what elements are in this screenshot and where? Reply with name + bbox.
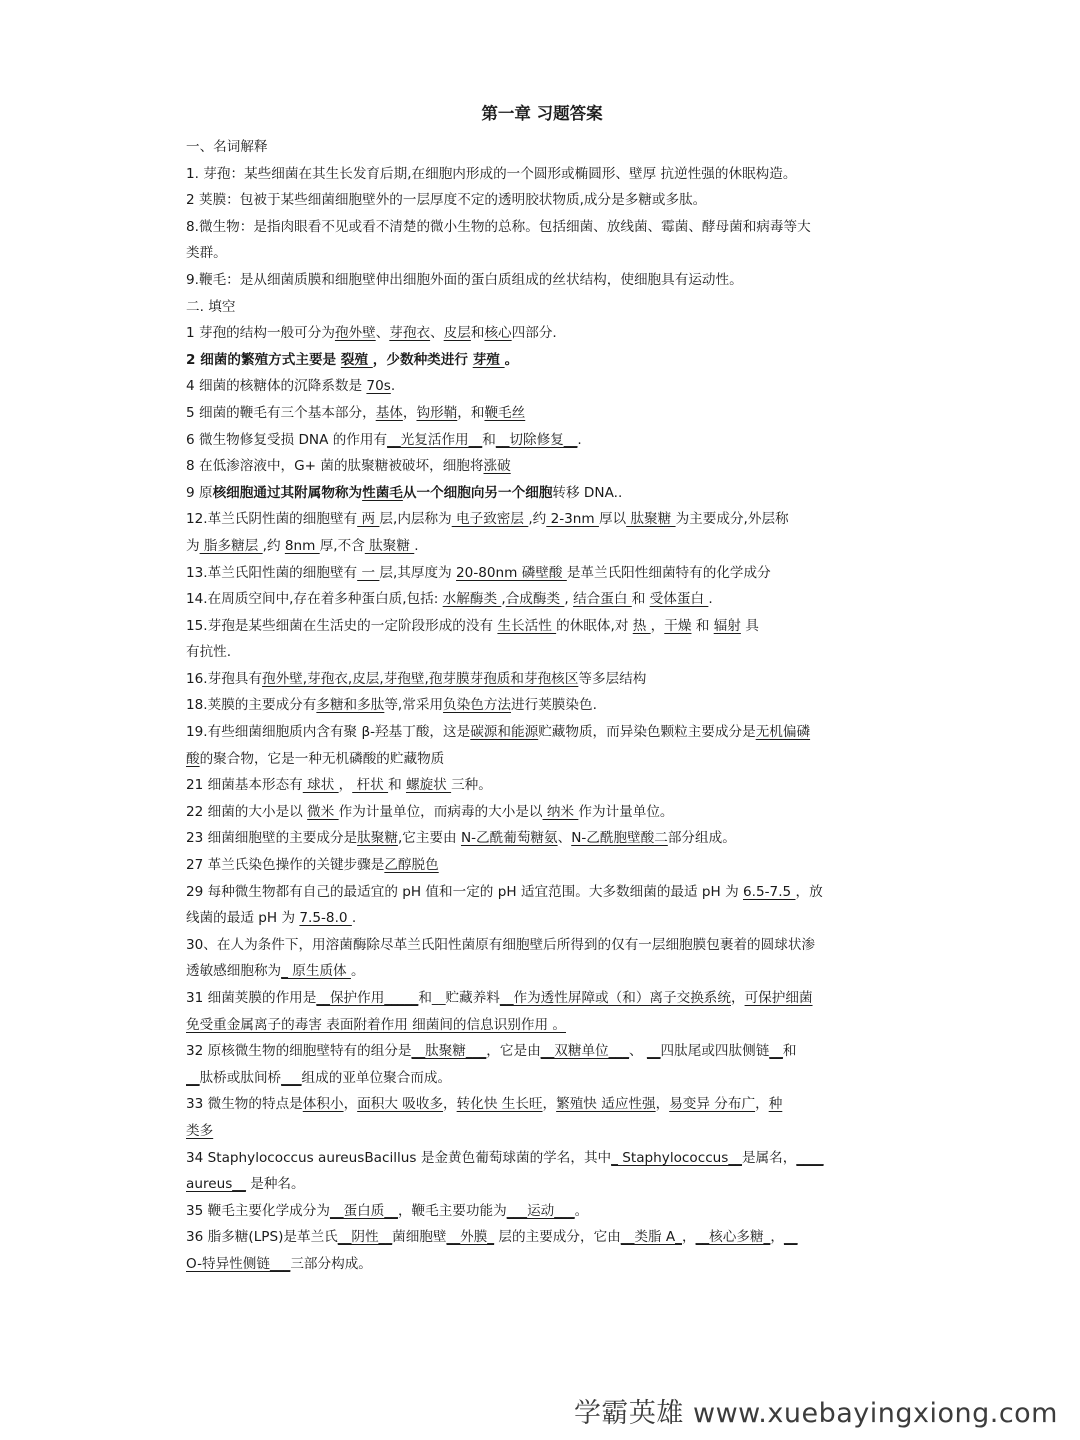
answer-text: 电子致密层 [451, 511, 529, 528]
text-segment: 层,其厚度为 [379, 564, 457, 581]
text-line [186, 852, 898, 879]
answer-text: 性菌毛 [362, 484, 403, 501]
answer-text: N-乙酰胞壁酸二 [571, 830, 668, 847]
text-segment: 线菌的最适 pH 为 [186, 910, 300, 927]
text-segment: , [564, 591, 574, 608]
text-segment: 三部分构成。 [290, 1255, 372, 1272]
answer-text: __切除修复__ [495, 431, 578, 448]
answer-text: 干燥 [664, 617, 692, 634]
text-segment: 8.微生物：是指肉眼看不见或看不清楚的微小生物的总称。包括细菌、放线菌、霉菌、酵母菌和病毒等大 [186, 218, 811, 235]
text-segment: 为 [186, 537, 200, 554]
text-segment: 31 细菌荚膜的作用是 [186, 990, 317, 1006]
answer-text: 裂殖 [340, 351, 373, 368]
text-segment: , [501, 591, 506, 608]
text-segment: 四肽尾或四肽侧链 [660, 1043, 770, 1060]
text-segment: 16.芽孢具有 [186, 670, 262, 687]
text-segment: 菌细胞壁 [392, 1229, 447, 1246]
text-line [186, 320, 898, 347]
text-line [186, 134, 898, 161]
answer-text: __ [186, 1069, 200, 1086]
answer-text: 微米 [307, 803, 339, 820]
text-segment: 12.革兰氏阴性菌的细胞壁有 [186, 511, 358, 528]
text-segment: 厚以 [598, 511, 627, 528]
answer-text: __蛋白质__ [329, 1202, 398, 1219]
answer-text: 钩形鞘 [416, 404, 458, 421]
text-line [186, 294, 898, 321]
answer-text: 受体蛋白 [649, 591, 709, 608]
text-segment: 22 细菌的大小是以 [186, 803, 308, 820]
text-segment: 21 细菌基本形态有 [186, 777, 303, 794]
text-line [186, 1065, 898, 1092]
answer-text: 碳源和能源 [470, 724, 539, 741]
answer-text: 免受重金属离子的毒害 表面附着作用 细菌间的信息识别作用 。 [186, 1016, 566, 1033]
text-segment: 18.荚膜的主要成分有 [186, 697, 317, 714]
answer-text: 20-80nm 磷壁酸 [456, 564, 567, 581]
text-segment: 的休眠体,对 [556, 617, 633, 634]
answer-text: 种 [768, 1096, 783, 1113]
text-segment: . [708, 591, 713, 608]
text-segment: 三种。 [451, 777, 492, 794]
answer-text: ___运动___ [506, 1202, 575, 1219]
text-segment: 29 每种微生物都有自己的最适宜的 pH 值和一定的 pH 适宜范围。大多数细菌的最适 pH 为 [186, 883, 744, 900]
answer-text: 孢外壁 [334, 325, 376, 342]
answer-text: 6.5-7.5 [743, 883, 796, 900]
text-line [186, 639, 898, 666]
text-segment: ，放 [795, 883, 823, 900]
text-segment: 有抗性. [186, 644, 232, 661]
answer-text: 肽聚糖 [626, 511, 676, 528]
answer-text: 生长活性 [497, 617, 557, 634]
text-segment: . [577, 431, 582, 448]
answer-text: aureus__ [186, 1176, 246, 1193]
text-segment: 等多层结构 [578, 670, 647, 687]
text-segment: 进行荚膜染色. [511, 697, 597, 714]
text-segment: 27 革兰氏染色操作的关键步骤是 [186, 857, 385, 874]
answer-text: 辐射 [713, 617, 741, 634]
text-line [186, 453, 898, 480]
text-segment: . [351, 910, 357, 927]
text-segment: 2 荚膜：包被于某些细菌细胞壁外的一层厚度不定的透明胶状物质,成分是多糖或多肽。 [186, 192, 707, 209]
text-segment: ,它主要由 [397, 830, 461, 847]
text-segment: 肽桥或肽间桥 [199, 1069, 282, 1086]
text-segment: 核细胞通过其附属物称为 [212, 484, 363, 501]
text-segment: 。 [574, 1202, 589, 1219]
answer-text: 脂多糖层 [199, 537, 263, 554]
text-line [186, 613, 898, 640]
answer-text: 两 [357, 511, 380, 528]
text-segment: 33 微生物的特点是 [186, 1096, 303, 1113]
text-segment: 层,内层称为 [379, 511, 452, 528]
answer-text: 球状 [302, 777, 339, 794]
text-segment: 四部分. [511, 325, 557, 342]
text-segment: 部分组成。 [667, 830, 736, 847]
text-line [186, 267, 898, 294]
answer-text: _ 原生质体 [281, 963, 351, 980]
text-segment: 8 在低渗溶液中，G+ 菌的肽聚糖被破坏，细胞将 [186, 458, 484, 475]
text-line [186, 1198, 898, 1225]
text-line [186, 932, 898, 959]
text-segment: ， [681, 1229, 696, 1246]
text-segment: ， [655, 1096, 670, 1113]
answer-text: __肽聚糖___ [411, 1043, 487, 1060]
text-line [186, 905, 898, 932]
text-segment: 32 原核微生物的细胞壁特有的组分是 [186, 1043, 412, 1060]
text-segment: 作为计量单位，而病毒的大小是以 [338, 803, 543, 820]
text-segment: 二. 填空 [186, 298, 236, 315]
text-segment: 的聚合物，它是一种无机磷酸的贮藏物质 [199, 750, 445, 767]
answer-text: ___ [281, 1069, 302, 1086]
text-segment: 和 [691, 617, 714, 634]
answer-text: __保护作用_____ [316, 990, 419, 1006]
text-segment: 23 细菌细胞壁的主要成分是 [186, 830, 358, 847]
text-line [186, 825, 898, 852]
text-segment: 和 [482, 431, 496, 448]
text-segment: 和 [470, 325, 485, 342]
text-line [186, 1224, 898, 1251]
text-line [186, 214, 898, 241]
answer-text: _ Staphylococcus__ [611, 1149, 742, 1166]
text-segment: 、 [629, 1043, 647, 1060]
text-line [186, 427, 898, 454]
text-segment: ， [443, 1096, 457, 1113]
text-segment: ， [770, 1229, 784, 1246]
text-segment: 具 [740, 617, 759, 634]
text-line [186, 958, 898, 985]
answer-text: 8nm [284, 537, 320, 554]
text-segment: 5 细菌的鞭毛有三个基本部分， [186, 404, 376, 421]
text-segment: 14.在周质空间中,存在着多种蛋白质,包括: [186, 591, 443, 608]
text-segment: 30、在人为条件下，用溶菌酶除尽革兰氏阳性菌原有细胞壁后所得到的仅有一层细胞膜包裹着的圆球状渗 [186, 936, 816, 953]
site-watermark: 学霸英雄 www.xuebayingxiong.com [573, 1398, 1058, 1429]
text-line [186, 586, 898, 613]
text-segment: ，鞭毛主要功能为 [397, 1202, 507, 1219]
text-line [186, 480, 898, 507]
answer-text: __ [646, 1043, 661, 1060]
text-line [186, 666, 898, 693]
text-line [186, 746, 898, 773]
text-segment: 34 Staphylococcus aureusBacillus 是金黄色葡萄球菌的学名，其中 [186, 1149, 612, 1166]
answer-text: 繁殖快 适应性强 [556, 1096, 656, 1113]
text-segment: ,约 [262, 537, 285, 554]
text-segment: ，它是由 [486, 1043, 541, 1060]
answer-text: 芽孢衣 [389, 325, 431, 342]
answer-text: __核心多糖_ [695, 1229, 771, 1246]
text-line [186, 533, 898, 560]
answer-text: N-乙酰葡萄糖氨 [460, 830, 558, 847]
text-line [186, 560, 898, 587]
text-segment: 贮藏物质，而异染色颗粒主要成分是 [538, 724, 756, 741]
text-segment: 类群。 [186, 245, 227, 262]
answer-text: O-特异性侧链___ [186, 1255, 291, 1272]
answer-text: __ [783, 1229, 798, 1246]
text-line [186, 1251, 898, 1278]
answer-text: 肽聚糖 [357, 830, 398, 847]
answer-text: 类多 [186, 1122, 214, 1139]
text-segment: 厚,不含 [319, 537, 365, 554]
answer-text: __外膜_ [446, 1229, 495, 1246]
answer-text: 转化快 生长旺 [456, 1096, 543, 1113]
text-segment: ， [730, 990, 745, 1006]
text-segment: 和 [631, 591, 650, 608]
text-segment: 、 [375, 325, 390, 342]
answer-text: ____ [796, 1149, 824, 1166]
text-segment: ， [650, 617, 665, 634]
text-segment: 层的主要成分，它由 [494, 1229, 621, 1246]
text-segment: 是属名， [741, 1149, 797, 1166]
text-segment: 1. 芽孢：某些细菌在其生长发育后期,在细胞内形成的一个圆形或椭圆形、壁厚 抗逆性强的休眠构造。 [186, 165, 797, 182]
answer-text: 螺旋状 [405, 777, 452, 794]
text-segment: 和 [782, 1043, 797, 1060]
text-segment: ，少数种类进行 [372, 351, 473, 368]
text-segment: 是种名。 [245, 1176, 305, 1193]
text-line [186, 1091, 898, 1118]
text-line [186, 719, 898, 746]
text-segment: ，和 [457, 404, 485, 421]
answer-text: 合成酶类 [505, 591, 565, 608]
page-title: 第一章 习题答案 [481, 104, 603, 123]
answer-text: 杆状 [352, 777, 389, 794]
answer-text: 鞭毛丝 [484, 404, 526, 421]
text-segment: . [390, 378, 396, 395]
text-segment: 为主要成分,外层称 [675, 511, 789, 528]
answer-text: 酸 [186, 750, 200, 767]
text-segment: . [414, 537, 419, 554]
answer-text: 纳米 [542, 803, 579, 820]
text-segment: 从一个细胞向另一个细胞 [402, 484, 553, 501]
text-segment: ， [542, 1096, 557, 1113]
text-line [186, 347, 898, 374]
answer-text: 皮层 [443, 325, 471, 342]
document-body [186, 134, 898, 1278]
answer-text: 结合蛋白 [573, 591, 632, 608]
answer-text: 一 [357, 564, 380, 581]
text-line [186, 506, 898, 533]
text-line [186, 692, 898, 719]
text-segment: 19.有些细菌细胞质内含有聚 β-羟基丁酸，这是 [186, 724, 471, 741]
answer-text: 多糖和多肽 [316, 697, 385, 714]
text-line [186, 373, 898, 400]
answer-text: __双糖单位___ [540, 1043, 630, 1060]
text-segment: 13.革兰氏阳性菌的细胞壁有 [186, 564, 358, 581]
text-line [186, 1171, 898, 1198]
text-line [186, 161, 898, 188]
text-segment: 15.芽孢是某些细菌在生活史的一定阶段形成的没有 [186, 617, 498, 634]
text-segment: 作为计量单位。 [578, 803, 674, 820]
text-line [186, 1145, 898, 1172]
text-segment: 和__贮藏养料 [418, 990, 500, 1006]
answer-text: __作为透性屏障或（和）离子交换系统 [499, 990, 731, 1006]
answer-text: 核心 [484, 325, 512, 342]
text-line [186, 1038, 898, 1065]
text-segment: ， [402, 404, 417, 421]
text-segment: 、 [430, 325, 444, 342]
text-segment: 是革兰氏阳性细菌特有的化学成分 [566, 564, 771, 581]
answer-text: 孢外壁,芽孢衣,皮层,芽孢壁,孢芽膜芽孢质和芽孢核区 [262, 670, 579, 687]
text-line [186, 772, 898, 799]
text-segment: 。 [350, 963, 365, 980]
text-line [186, 400, 898, 427]
document-page [186, 100, 898, 1278]
answer-text: 涨破 [483, 458, 511, 475]
answer-text: 热 [632, 617, 651, 634]
text-segment: 透敏感细胞称为 [186, 963, 282, 980]
answer-text: 负染色方法 [443, 697, 512, 714]
text-segment: 一、名词解释 [186, 139, 268, 155]
answer-text: 乙醇脱色 [384, 857, 439, 874]
text-segment: 组成的亚单位聚合而成。 [301, 1069, 452, 1086]
text-line [186, 1012, 898, 1039]
text-line [186, 879, 898, 906]
answer-text: 无机偏磷 [755, 724, 811, 741]
text-segment: ,约 [528, 511, 547, 528]
answer-text: __类脂 A_ [620, 1229, 682, 1246]
text-segment: 35 鞭毛主要化学成分为 [186, 1202, 330, 1219]
text-segment: 、 [557, 830, 572, 847]
answer-text: 7.5-8.0 [299, 910, 352, 927]
answer-text: 基体 [375, 404, 403, 421]
answer-text: __ [769, 1043, 783, 1060]
answer-text: __阴性__ [337, 1229, 393, 1246]
text-segment: 2 细菌的繁殖方式主要是 [186, 351, 341, 368]
answer-text: 70s [366, 378, 391, 395]
answer-text: __光复活作用__ [387, 431, 483, 448]
text-segment: 36 脂多糖(LPS)是革兰氏 [186, 1229, 338, 1246]
text-segment: 1 芽孢的结构一般可分为 [186, 325, 335, 342]
answer-text: 水解酶类 [442, 591, 502, 608]
text-segment: 9 原 [186, 484, 213, 501]
answer-text: 面积大 吸收多 [357, 1096, 444, 1113]
text-segment: ， [755, 1096, 769, 1113]
answer-text: 体积小 [302, 1096, 344, 1113]
text-segment: 9.鞭毛：是从细菌质膜和细胞壁伸出细胞外面的蛋白质组成的丝状结构，使细胞具有运动性。 [186, 271, 743, 288]
text-segment: ， [338, 777, 353, 794]
text-segment: 4 细菌的核糖体的沉降系数是 [186, 378, 367, 395]
text-segment: 6 微生物修复受损 DNA 的作用有 [186, 431, 388, 448]
text-segment: 等,常采用 [384, 697, 444, 714]
answer-text: 肽聚糖 [364, 537, 415, 554]
text-line [186, 240, 898, 267]
text-segment: 。 [504, 351, 519, 368]
answer-text: 芽殖 [472, 351, 505, 368]
answer-text: 2-3nm [546, 511, 599, 528]
text-line [186, 985, 898, 1012]
text-line [186, 1118, 898, 1145]
text-line [186, 799, 898, 826]
answer-text: 易变异 分布广 [669, 1096, 756, 1113]
text-segment: 和 [388, 777, 406, 794]
text-segment: ， [343, 1096, 358, 1113]
answer-text: 可保护细菌 [744, 990, 813, 1006]
text-line [186, 187, 898, 214]
text-segment: 转移 DNA.. [552, 484, 623, 501]
